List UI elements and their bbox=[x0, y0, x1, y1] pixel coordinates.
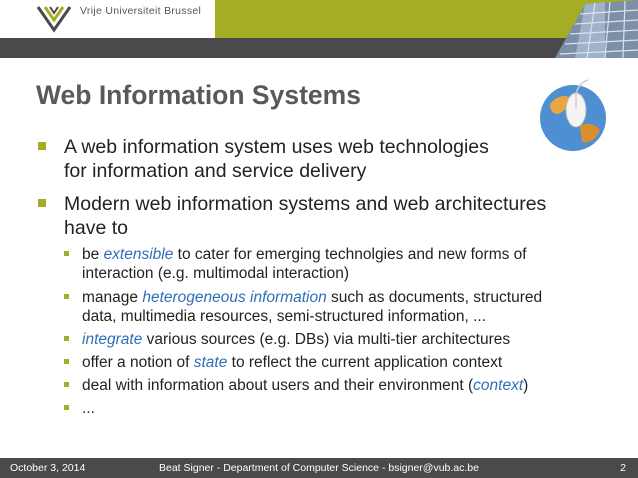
footer-author: Beat Signer - Department of Computer Science - bsigner@vub.ac.be bbox=[159, 462, 479, 474]
bullet-square-icon bbox=[38, 142, 46, 150]
bullet-square-icon bbox=[38, 199, 46, 207]
sub-bullet-text: integrate various sources (e.g. DBs) via multi-tier architectures bbox=[82, 331, 511, 348]
page-number: 2 bbox=[620, 462, 626, 474]
sub-bullet-square-icon bbox=[64, 336, 69, 341]
sub-bullet-square-icon bbox=[64, 294, 69, 299]
sub-bullet-square-icon bbox=[64, 251, 69, 256]
bullet-text: A web information system uses web technologies for information and service delivery bbox=[64, 136, 489, 182]
sub-bullet-text: deal with information about users and their environment (context) bbox=[82, 377, 529, 394]
sub-bullet-text: be extensible to cater for emerging technolgies and new forms of interaction (e.g. multimodal interaction) bbox=[82, 246, 527, 282]
footer-date: October 3, 2014 bbox=[10, 462, 86, 474]
sub-bullet-square-icon bbox=[64, 382, 69, 387]
sub-bullet-square-icon bbox=[64, 359, 69, 364]
institution-name: Vrije Universiteit Brussel bbox=[80, 5, 202, 17]
sub-bullet-text: offer a notion of state to reflect the current application context bbox=[82, 354, 503, 371]
bullet-text: Modern web information systems and web architectures have to bbox=[64, 193, 547, 239]
sub-bullet-text: manage heterogeneous information such as documents, structured data, multimedia resources, semi-structured information, ... bbox=[82, 289, 543, 325]
footer-bar bbox=[0, 458, 638, 478]
sub-bullet-square-icon bbox=[64, 405, 69, 410]
slide-title: Web Information Systems bbox=[36, 80, 361, 110]
sub-bullet-text: ... bbox=[82, 400, 95, 417]
